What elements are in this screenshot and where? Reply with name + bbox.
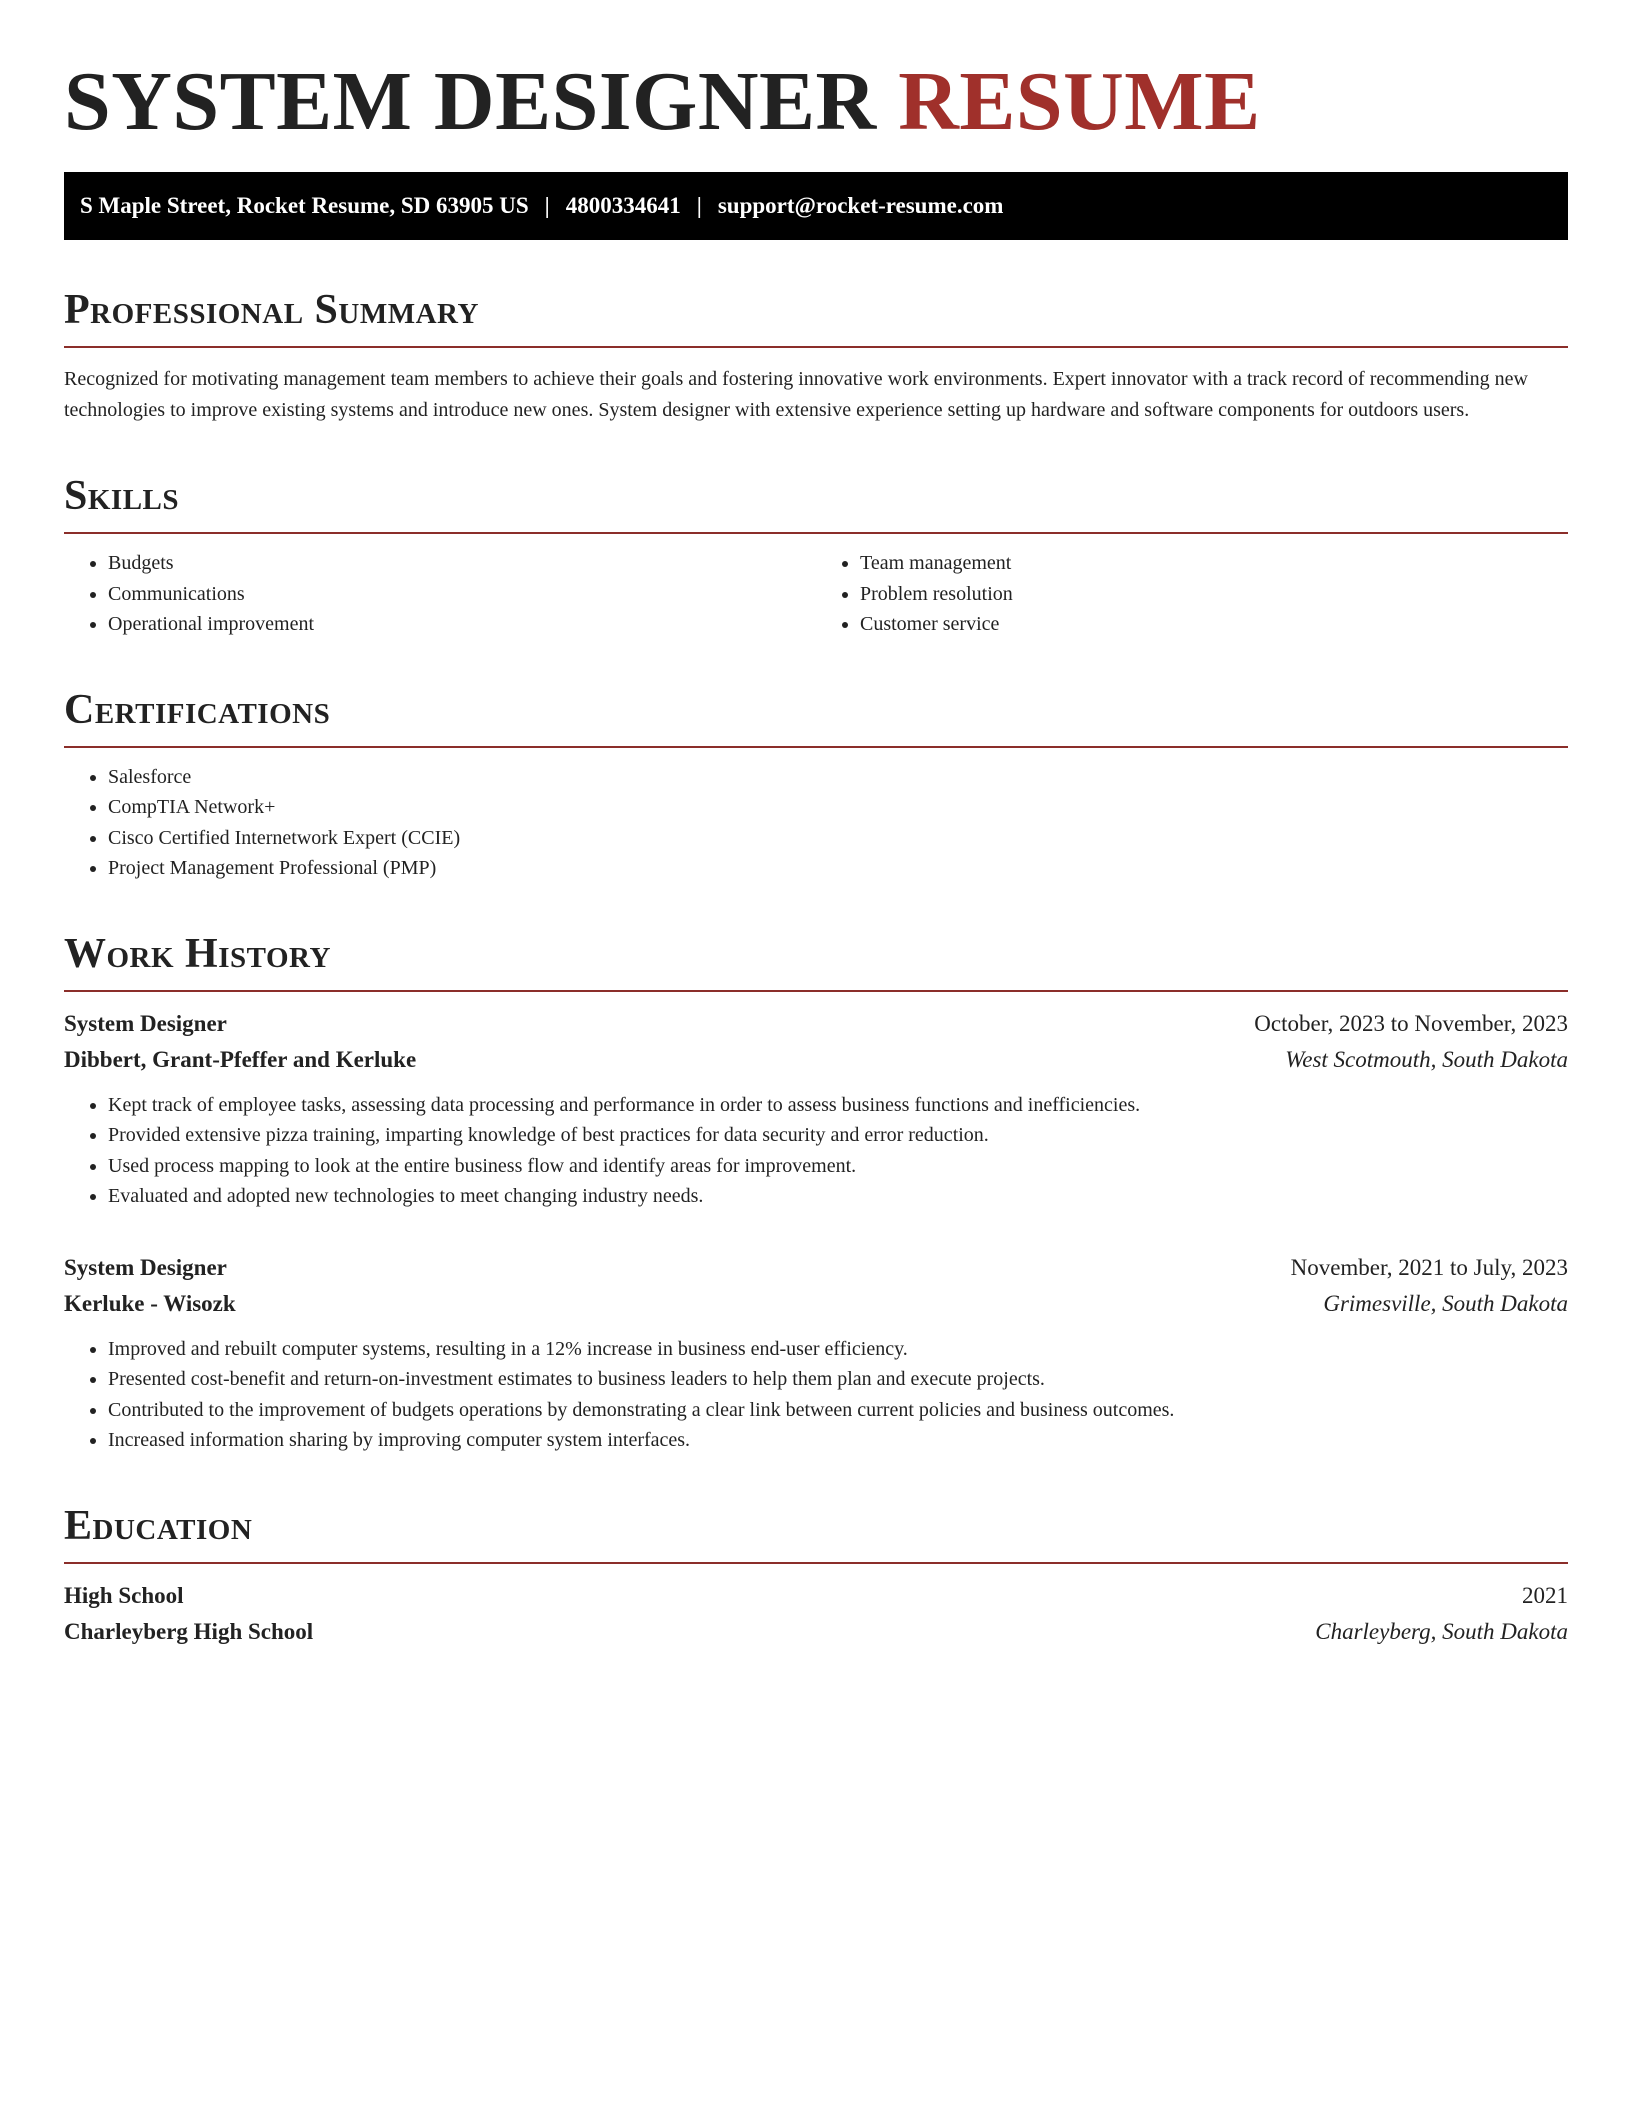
job-bullet: • Provided extensive pizza training, imparting knowledge of best practices for data security and error reduction. (108, 1120, 1568, 1151)
contact-separator: | (544, 193, 550, 218)
education-year: 2021 (1522, 1582, 1568, 1608)
education-school: Charleyberg High School (64, 1618, 314, 1644)
job-company-row (64, 1042, 1568, 1078)
skill-item: • Team management (860, 548, 1568, 579)
job-title: System Designer (64, 1010, 227, 1036)
job-company: Dibbert, Grant-Pfeffer and Kerluke (64, 1046, 417, 1072)
skill-item: • Customer service (860, 609, 1568, 640)
certification-item: • Project Management Professional (PMP) (108, 853, 1568, 884)
skills-heading: Skills (64, 473, 180, 519)
section-divider (64, 1562, 1568, 1564)
job-dates: October, 2023 to November, 2023 (1254, 1010, 1568, 1036)
education-heading: Education (64, 1502, 253, 1549)
contact-address: S Maple Street, Rocket Resume, SD 63905 US (80, 193, 529, 218)
education-degree: High School (64, 1582, 184, 1608)
skills-section (64, 470, 1568, 640)
education-school-row (64, 1614, 1568, 1650)
skill-item: • Budgets (108, 548, 816, 579)
job-bullet: • Kept track of employee tasks, assessing data processing and performance in order to assess business functions and inefficiencies. (108, 1090, 1568, 1121)
job-bullet: • Improved and rebuilt computer systems, resulting in a 12% increase in business end-user efficiency. (108, 1334, 1568, 1365)
certifications-section (64, 684, 1568, 884)
contact-separator: | (696, 193, 702, 218)
certification-item: • Salesforce (108, 762, 1568, 793)
job-bullet: • Used process mapping to look at the entire business flow and identify areas for improvement. (108, 1151, 1568, 1182)
job-location: Grimesville, South Dakota (1323, 1290, 1568, 1316)
job-bullet: • Evaluated and adopted new technologies to meet changing industry needs. (108, 1181, 1568, 1212)
skill-item: • Problem resolution (860, 579, 1568, 610)
certification-item: • CompTIA Network+ (108, 792, 1568, 823)
job-bullet: • Presented cost-benefit and return-on-investment estimates to business leaders to help them plan and execute projects. (108, 1364, 1568, 1395)
job-company: Kerluke - Wisozk (64, 1290, 236, 1316)
work-history-heading: Work History (64, 930, 331, 977)
education-degree-row (64, 1578, 1568, 1614)
section-divider (64, 346, 1568, 348)
section-divider (64, 990, 1568, 992)
job-bullets (64, 1090, 1568, 1212)
skills-list-right (816, 548, 1568, 640)
contact-bar (64, 172, 1568, 240)
skills-grid (64, 534, 1568, 640)
contact-phone: 4800334641 (565, 193, 681, 218)
resume-title (64, 52, 1568, 152)
title-main: SYSTEM DESIGNER (64, 55, 877, 148)
skills-list-left (64, 548, 816, 640)
skill-item: • Communications (108, 579, 816, 610)
summary-section (64, 284, 1568, 426)
job-title-row (64, 1250, 1568, 1286)
job-company-row (64, 1286, 1568, 1322)
job-bullet: • Increased information sharing by improving computer system interfaces. (108, 1425, 1568, 1456)
skill-item: • Operational improvement (108, 609, 816, 640)
education-location: Charleyberg, South Dakota (1315, 1618, 1568, 1644)
summary-heading: Professional Summary (64, 287, 479, 333)
section-divider (64, 746, 1568, 748)
contact-email: support@rocket-resume.com (717, 193, 1004, 218)
education-entry (64, 1578, 1568, 1650)
title-accent: RESUME (898, 55, 1261, 148)
job-entry (64, 1006, 1568, 1212)
job-title: System Designer (64, 1254, 227, 1280)
job-bullet: • Contributed to the improvement of budgets operations by demonstrating a clear link between current policies and business outcomes. (108, 1395, 1568, 1426)
certification-item: • Cisco Certified Internetwork Expert (CCIE) (108, 823, 1568, 854)
job-dates: November, 2021 to July, 2023 (1290, 1254, 1568, 1280)
work-history-section (64, 928, 1568, 1456)
job-entry (64, 1250, 1568, 1456)
education-section (64, 1500, 1568, 1650)
certifications-heading: Certifications (64, 686, 331, 733)
job-location: West Scotmouth, South Dakota (1285, 1046, 1568, 1072)
summary-text: Recognized for motivating management team members to achieve their goals and fostering innovative work environments. Expert innovator with a track record of recommending new technologies to improve existing systems and introduce new ones. System designer with extensive experience setting up hardware and software components for outdoors users. (64, 368, 1528, 421)
certifications-list (64, 762, 1568, 884)
job-title-row (64, 1006, 1568, 1042)
job-bullets (64, 1334, 1568, 1456)
